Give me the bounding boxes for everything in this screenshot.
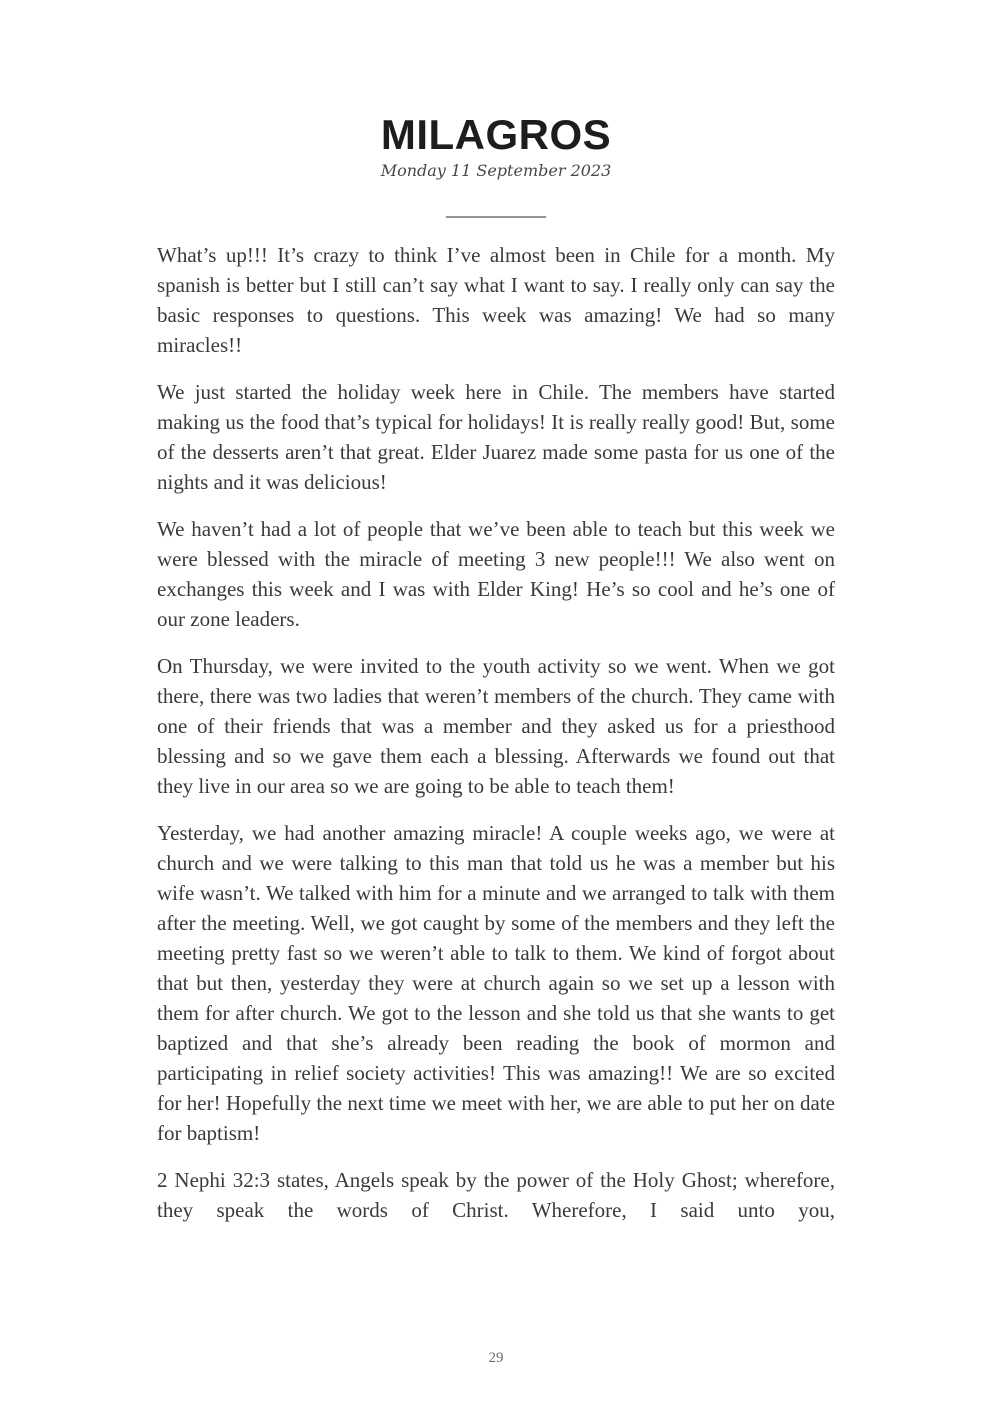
- letter-body: [157, 240, 835, 1225]
- page-number: 29: [488, 1350, 504, 1366]
- page-date: Monday 11 September 2023: [380, 161, 612, 181]
- page-title: MILAGROS: [380, 111, 612, 158]
- section-separator: __________: [446, 198, 546, 221]
- body-paragraph: On Thursday, we were invited to the youth activity so we went. When we got there, there was two ladies that weren’t members of the church. They came with one of their friends that was a member and they asked us for a priesthood blessing and so we gave them each a blessing. Afterwards we found out that they live in our area so we are going to be able to teach them!: [157, 654, 835, 799]
- body-paragraph: What’s up!!! It’s crazy to think I’ve almost been in Chile for a month. My spanish is better but I still can’t say what I want to say. I really only can say the basic responses to questions. This week was amazing! We had so many miracles!!: [157, 243, 835, 358]
- body-paragraph: 2 Nephi 32:3 states, Angels speak by the power of the Holy Ghost; wherefore, they speak the words of Christ. Wherefore, I said unto you,: [157, 1168, 835, 1223]
- body-paragraph: Yesterday, we had another amazing miracle! A couple weeks ago, we were at church and we were talking to this man that told us he was a member but his wife wasn’t. We talked with him for a minute and we arranged to talk with them after the meeting. Well, we got caught by some of the members and they left the meeting pretty fast so we weren’t able to talk to them. We kind of forgot about that but then, yesterday they were at church again so we set up a lesson with them for after church. We got to the lesson and she told us that she wants to get baptized and that she’s already been reading the book of mormon and participating in relief society activities! This was amazing!! We are so excited for her! Hopefully the next time we meet with her, we are able to put her on date for baptism!: [157, 821, 835, 1146]
- page-content: [157, 0, 835, 1225]
- body-paragraph: We haven’t had a lot of people that we’ve been able to teach but this week we were blessed with the miracle of meeting 3 new people!!! We also went on exchanges this week and I was with Elder King! He’s so cool and he’s one of our zone leaders.: [157, 517, 835, 632]
- body-paragraph: We just started the holiday week here in Chile. The members have started making us the food that’s typical for holidays! It is really really good! But, some of the desserts aren’t that great. Elder Juarez made some pasta for us one of the nights and it was delicious!: [157, 380, 835, 495]
